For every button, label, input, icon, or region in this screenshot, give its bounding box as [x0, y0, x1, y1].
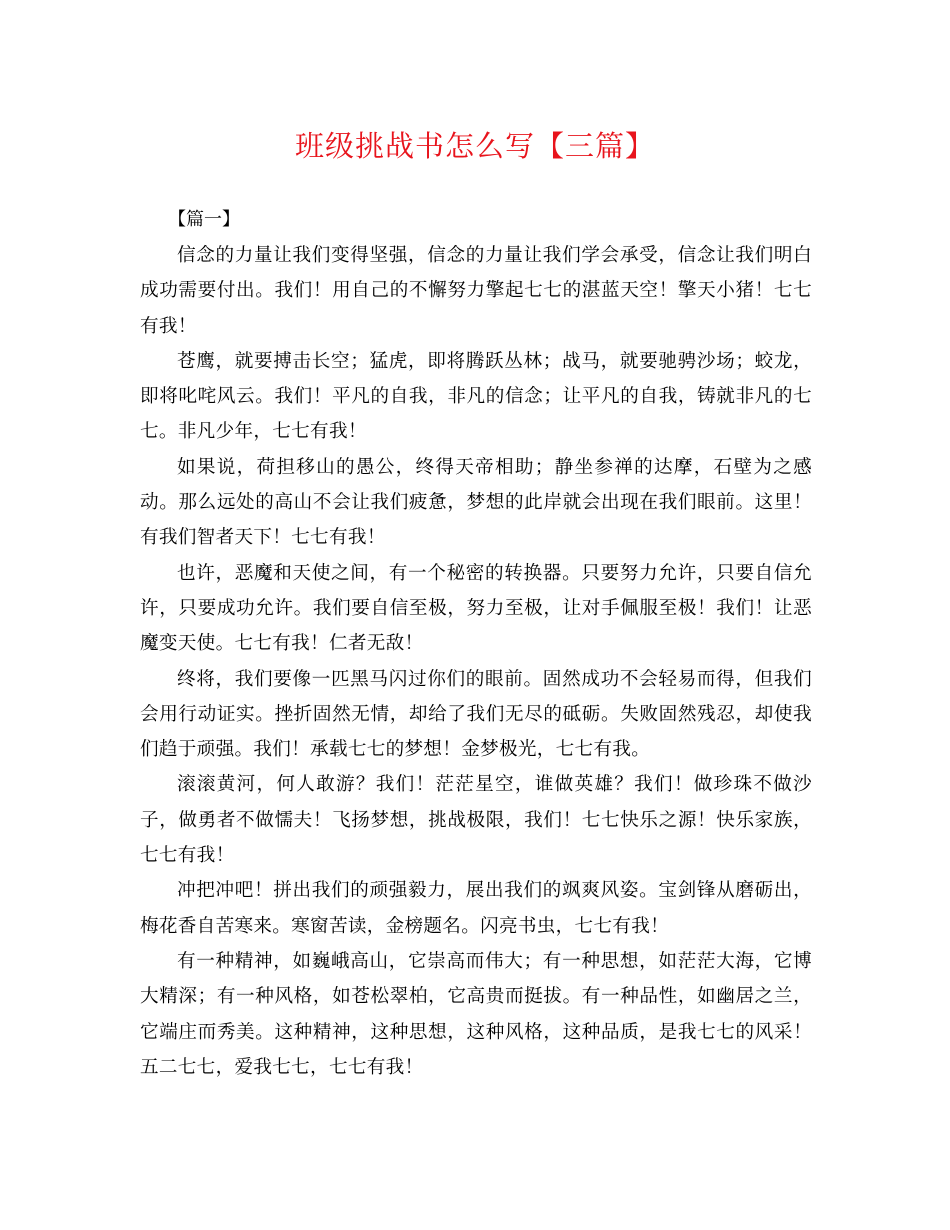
section-heading: 【篇一】 — [168, 209, 240, 230]
paragraph: 有一种精神，如巍峨高山，它崇高而伟大；有一种思想，如茫茫大海，它博大精深；有一种风格，如苍松翠柏，它高贵而挺拔。有一种品性，如幽居之兰，它端庄而秀美。这种精神，这种思想，这种风格，这种品质，是我七七的风采！五二七七，爱我七七，七七有我！ — [140, 950, 812, 1078]
paragraph: 滚滚黄河，何人敢游？我们！茫茫星空，谁做英雄？我们！做珍珠不做沙子，做勇者不做懦夫！飞扬梦想，挑战极限，我们！七七快乐之源！快乐家族，七七有我！ — [140, 774, 812, 867]
paragraph: 苍鹰，就要搏击长空；猛虎，即将腾跃丛林；战马，就要驰骋沙场；蛟龙，即将叱咤风云。我们！平凡的自我，非凡的信念；让平凡的自我，铸就非凡的七七。非凡少年，七七有我！ — [140, 350, 812, 443]
paragraph: 也许，恶魔和天使之间，有一个秘密的转换器。只要努力允许，只要自信允许，只要成功允许。我们要自信至极，努力至极，让对手佩服至极！我们！让恶魔变天使。七七有我！仁者无敌！ — [140, 562, 812, 655]
paragraph: 如果说，荷担移山的愚公，终得天帝相助；静坐参禅的达摩，石壁为之感动。那么远处的高山不会让我们疲惫，梦想的此岸就会出现在我们眼前。这里！有我们智者天下！七七有我！ — [140, 456, 812, 549]
paragraph: 冲把冲吧！拼出我们的顽强毅力，展出我们的飒爽风姿。宝剑锋从磨砺出，梅花香自苦寒来。寒窗苦读，金榜题名。闪亮书虫，七七有我！ — [140, 880, 812, 937]
document-title: 班级挑战书怎么写【三篇】 — [294, 129, 655, 163]
paragraph: 信念的力量让我们变得坚强，信念的力量让我们学会承受，信念让我们明白成功需要付出。我们！用自己的不懈努力擎起七七的湛蓝天空！擎天小猪！七七有我！ — [140, 245, 812, 337]
paragraph: 终将，我们要像一匹黑马闪过你们的眼前。固然成功不会轻易而得，但我们会用行动证实。挫折固然无情，却给了我们无尽的砥砺。失败固然残忍，却使我们趋于顽强。我们！承载七七的梦想！金梦极光，七七有我。 — [140, 668, 812, 761]
body-text — [140, 238, 812, 1085]
